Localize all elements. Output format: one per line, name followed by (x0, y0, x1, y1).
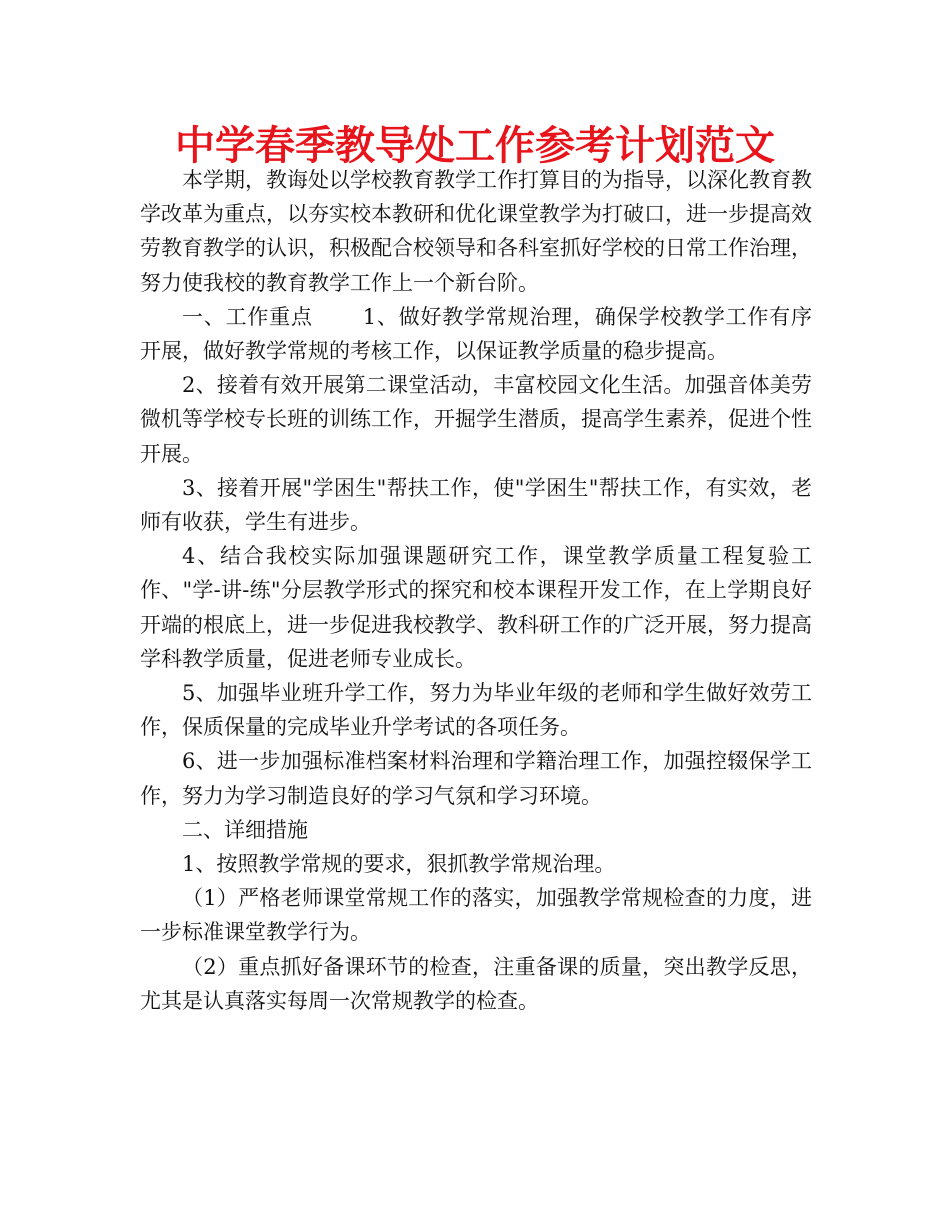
section-two-heading: 二、详细措施 (182, 817, 308, 842)
section-one-item-6: 6、进一步加强标准档案材料治理和学籍治理工作，加强控辍保学工作，努力为学习制造良好的学习气氛和学习环境。 (140, 749, 812, 808)
section-one-item-2: 2、接着有效开展第二课堂活动，丰富校园文化生活。加强音体美劳微机等学校专长班的训练工作，开掘学生潜质，提高学生素养，促进个性开展。 (140, 373, 812, 466)
section-two-subitem-1: （1）严格老师课堂常规工作的落实，加强教学常规检查的力度，进一步标准课堂教学行为。 (140, 886, 812, 945)
intro-paragraph: 本学期，教诲处以学校教育教学工作打算目的为指导，以深化教育教学改革为重点，以夯实校本教研和优化课堂教学为打破口，进一步提高效劳教育教学的认识，积极配合校领导和各科室抓好学校的日常工作治理，努力使我校的教育教学工作上一个新台阶。 (140, 168, 812, 295)
section-one-item-3: 3、接着开展"学困生"帮扶工作，使"学困生"帮扶工作，有实效，老师有收获，学生有进步。 (140, 475, 812, 535)
document-title: 中学春季教导处工作参考计划范文 (175, 123, 775, 169)
section-one-heading: 一、工作重点 (182, 304, 313, 329)
document-body (140, 163, 812, 1018)
section-two-subitem-2: （2）重点抓好备课环节的检查，注重备课的质量，突出教学反思，尤其是认真落实每周一次常规教学的检查。 (140, 954, 812, 1013)
section-two-item-1: 1、按照教学常规的要求，狠抓教学常规治理。 (182, 852, 616, 877)
section-one-paragraph (140, 300, 812, 368)
section-one-item-5: 5、加强毕业班升学工作，努力为毕业年级的老师和学生做好效劳工作，保质保量的完成毕业升学考试的各项任务。 (140, 681, 812, 740)
section-one-item-4: 4、结合我校实际加强课题研究工作，课堂教学质量工程复验工作、"学-讲-练"分层教学形式的探究和校本课程开发工作，在上学期良好开端的根底上，进一步促进我校教学、教科研工作的广泛开展，努力提高学科教学质量，促进老师专业成长。 (140, 544, 812, 671)
section-one-item-1: 1、做好教学常规治理，确保学校教学工作有序开展，做好教学常规的考核工作，以保证教学质量的稳步提高。 (140, 304, 813, 364)
